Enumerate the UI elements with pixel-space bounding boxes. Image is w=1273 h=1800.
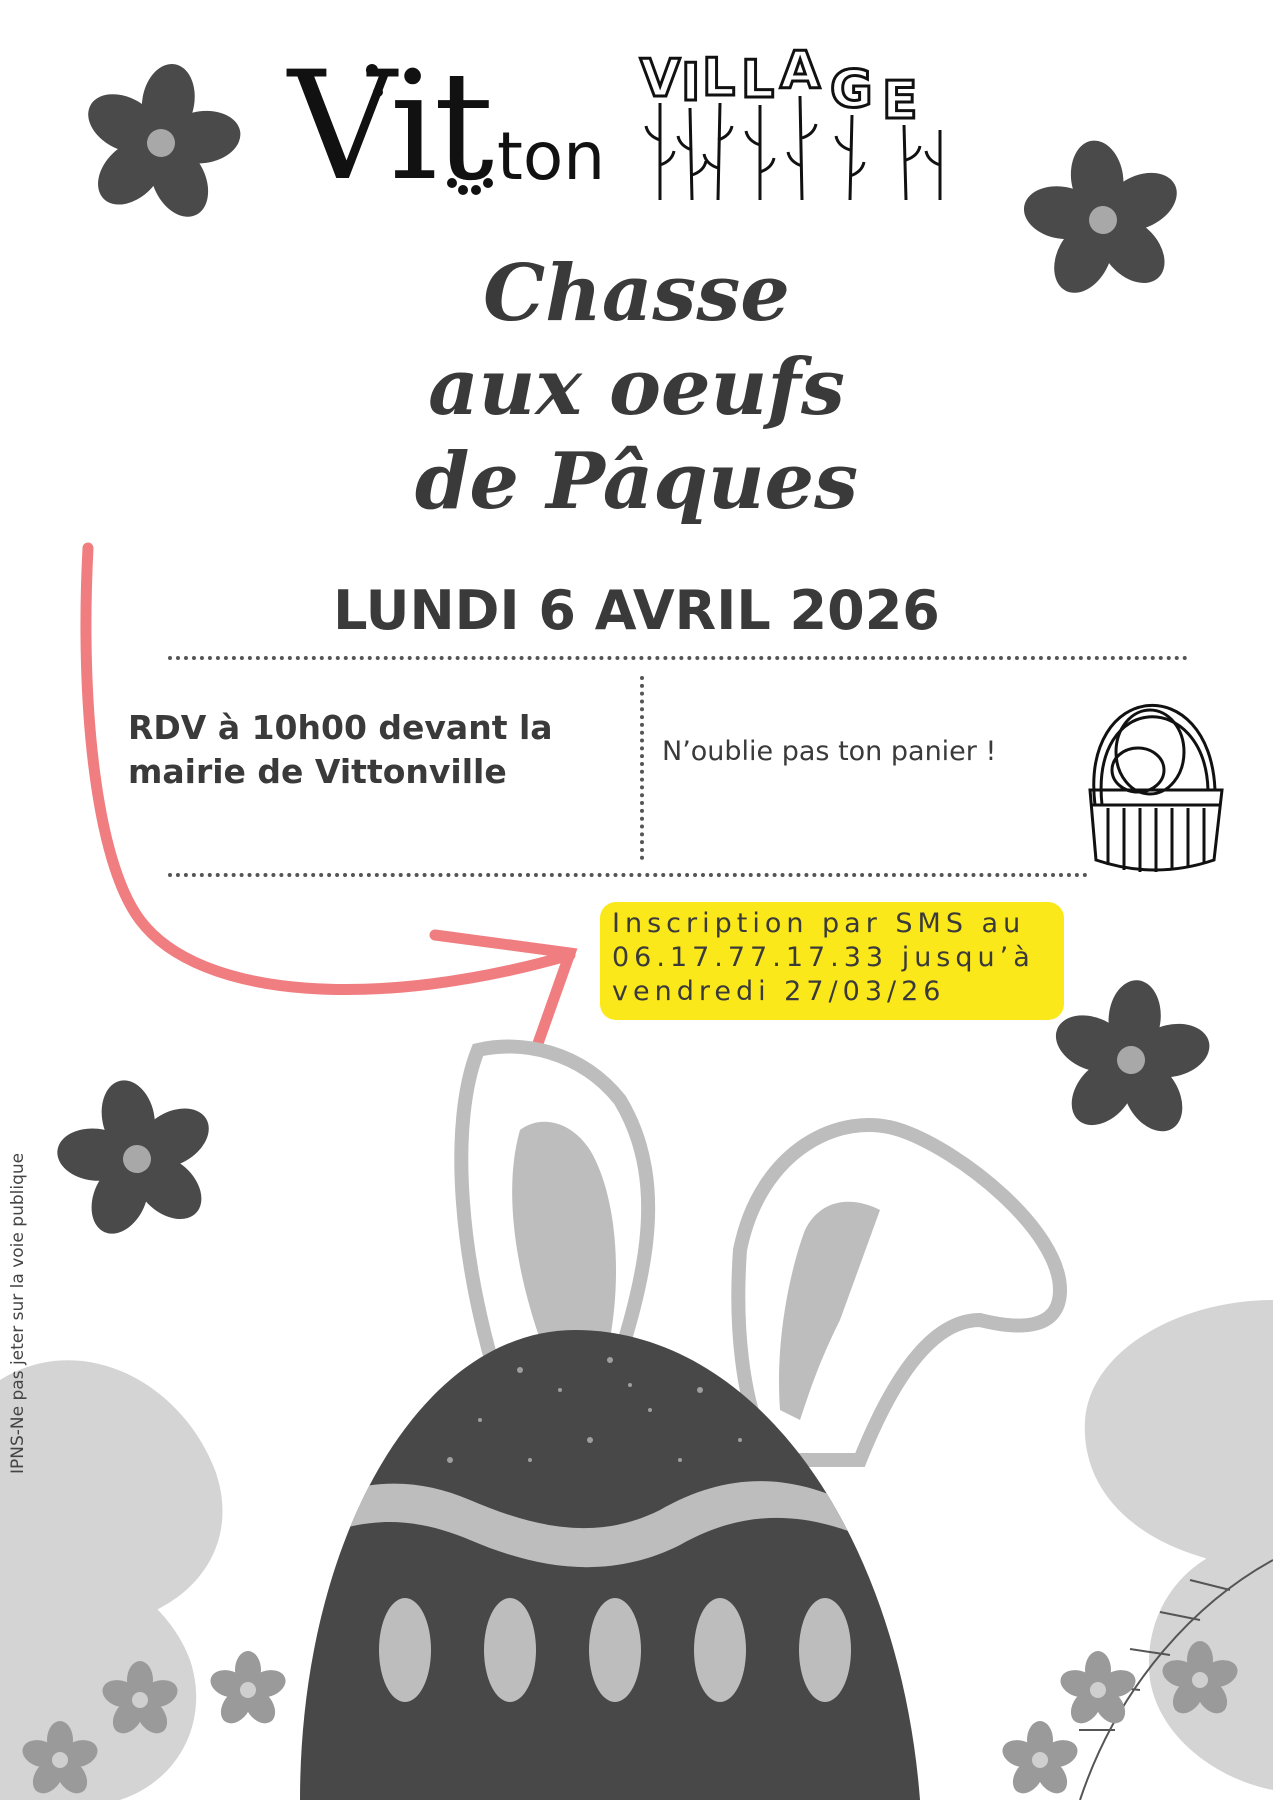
flower-icon xyxy=(38,1063,236,1254)
meeting-info xyxy=(128,706,598,794)
registration-line-3: vendredi 27/03/26 xyxy=(612,976,946,1007)
svg-text:L: L xyxy=(741,50,775,110)
title-line-3: de Pâques xyxy=(414,436,859,527)
meeting-info-line-1: RDV à 10h00 devant la xyxy=(128,708,553,747)
village-letters xyxy=(640,41,918,131)
flower-icon xyxy=(64,50,257,237)
title-line-1: Chasse xyxy=(483,248,790,339)
flower-icon xyxy=(999,1721,1081,1799)
registration-line-2: 06.17.77.17.33 jusqu’à xyxy=(612,942,1035,973)
svg-text:V: V xyxy=(640,49,681,109)
basket-reminder: N’oublie pas ton panier ! xyxy=(662,736,997,767)
ipns-note: IPNS-Ne pas jeter sur la voie publique xyxy=(8,1152,28,1474)
meeting-info-line-2: mairie de Vittonville xyxy=(128,752,507,791)
event-date: LUNDI 6 AVRIL 2026 xyxy=(333,579,940,642)
svg-text:I: I xyxy=(681,53,701,113)
dotted-divider-top xyxy=(168,656,1188,660)
flower-icon xyxy=(207,1651,289,1729)
svg-text:A: A xyxy=(780,41,821,101)
title-line-2: aux oeufs xyxy=(428,342,845,433)
logo-ton: ton xyxy=(497,118,606,195)
svg-text:G: G xyxy=(830,60,873,120)
basket-icon xyxy=(1090,705,1222,872)
registration-line-1: Inscription par SMS au xyxy=(612,908,1026,939)
dotted-divider-bottom xyxy=(168,873,1088,877)
svg-text:E: E xyxy=(882,71,918,131)
logo-vit: Vit xyxy=(288,40,490,214)
leaf-decoration xyxy=(0,1360,222,1800)
dotted-divider-vertical xyxy=(640,676,644,860)
flower-icon xyxy=(1057,1651,1139,1729)
svg-text:L: L xyxy=(702,48,736,108)
flower-icon xyxy=(1040,973,1222,1147)
